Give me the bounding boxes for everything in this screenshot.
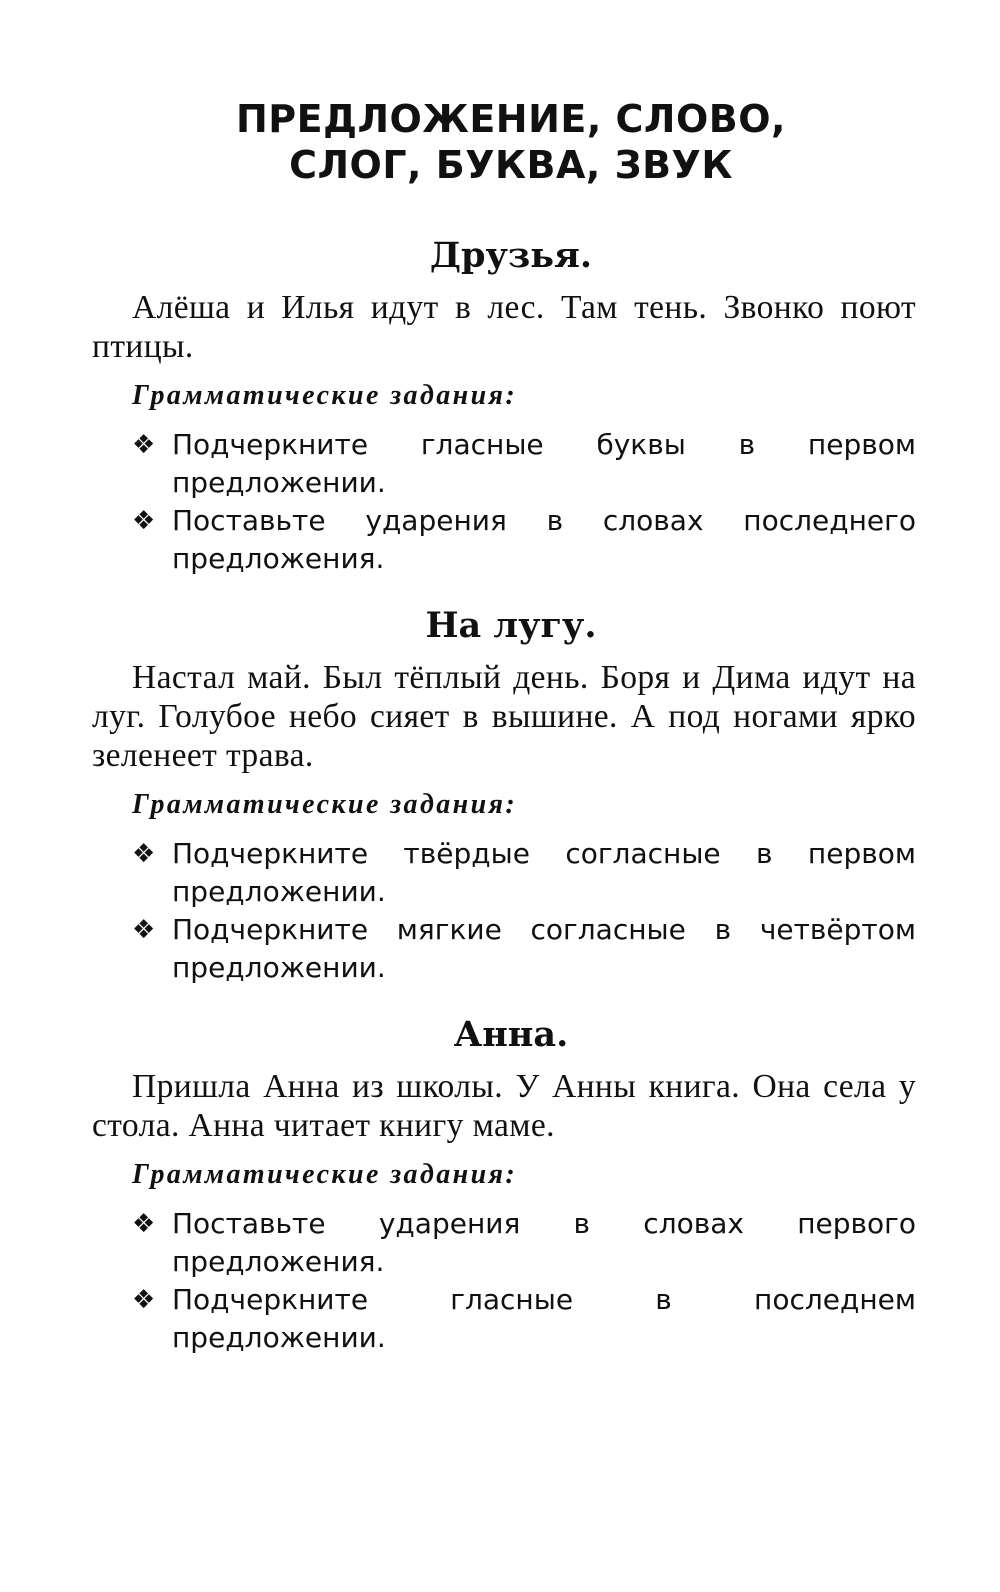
section-na-lugu bbox=[92, 604, 916, 987]
diamond-bullet-icon: ❖ bbox=[132, 1209, 156, 1239]
task-list bbox=[92, 1205, 916, 1357]
task-list bbox=[92, 426, 916, 578]
task-text: Поставьте ударения в словах первого предложения. bbox=[172, 1207, 916, 1278]
page-title bbox=[106, 96, 916, 188]
section-title: Друзья. bbox=[429, 235, 593, 276]
diamond-bullet-icon: ❖ bbox=[132, 430, 156, 460]
story-text: Алёша и Илья идут в лес. Там тень. Звонко поют птицы. bbox=[92, 289, 916, 365]
task-text: Поставьте ударения в словах последнего предложения. bbox=[172, 504, 916, 575]
tasks-label: Грамматические задания: bbox=[132, 789, 518, 820]
section-title: Анна. bbox=[453, 1014, 569, 1055]
story-text: Настал май. Был тёплый день. Боря и Дима идут на луг. Голубое небо сияет в вышине. А под ногами ярко зеленеет трава. bbox=[92, 659, 916, 774]
story-text: Пришла Анна из школы. У Анны книга. Она села у стола. Анна читает книгу маме. bbox=[92, 1068, 916, 1144]
task-item bbox=[132, 1205, 916, 1281]
task-text: Подчеркните мягкие согласные в четвёртом предложении. bbox=[172, 913, 916, 984]
task-item bbox=[132, 426, 916, 502]
tasks-label: Грамматические задания: bbox=[132, 1159, 518, 1190]
task-item bbox=[132, 502, 916, 578]
diamond-bullet-icon: ❖ bbox=[132, 915, 156, 945]
task-text: Подчеркните твёрдые согласные в первом предложении. bbox=[172, 837, 916, 908]
task-list bbox=[92, 835, 916, 987]
tasks-label: Грамматические задания: bbox=[132, 380, 518, 411]
section-druzya bbox=[92, 234, 916, 578]
section-title: На лугу. bbox=[425, 605, 597, 646]
diamond-bullet-icon: ❖ bbox=[132, 506, 156, 536]
page-title-line-2: СЛОГ, БУКВА, ЗВУК bbox=[289, 143, 733, 187]
task-item bbox=[132, 835, 916, 911]
task-text: Подчеркните гласные буквы в первом предложении. bbox=[172, 428, 916, 499]
diamond-bullet-icon: ❖ bbox=[132, 839, 156, 869]
diamond-bullet-icon: ❖ bbox=[132, 1285, 156, 1315]
page-title-line-1: ПРЕДЛОЖЕНИЕ, СЛОВО, bbox=[236, 97, 786, 141]
section-anna bbox=[92, 1013, 916, 1357]
task-item bbox=[132, 911, 916, 987]
task-item bbox=[132, 1281, 916, 1357]
task-text: Подчеркните гласные в последнем предложении. bbox=[172, 1283, 916, 1354]
